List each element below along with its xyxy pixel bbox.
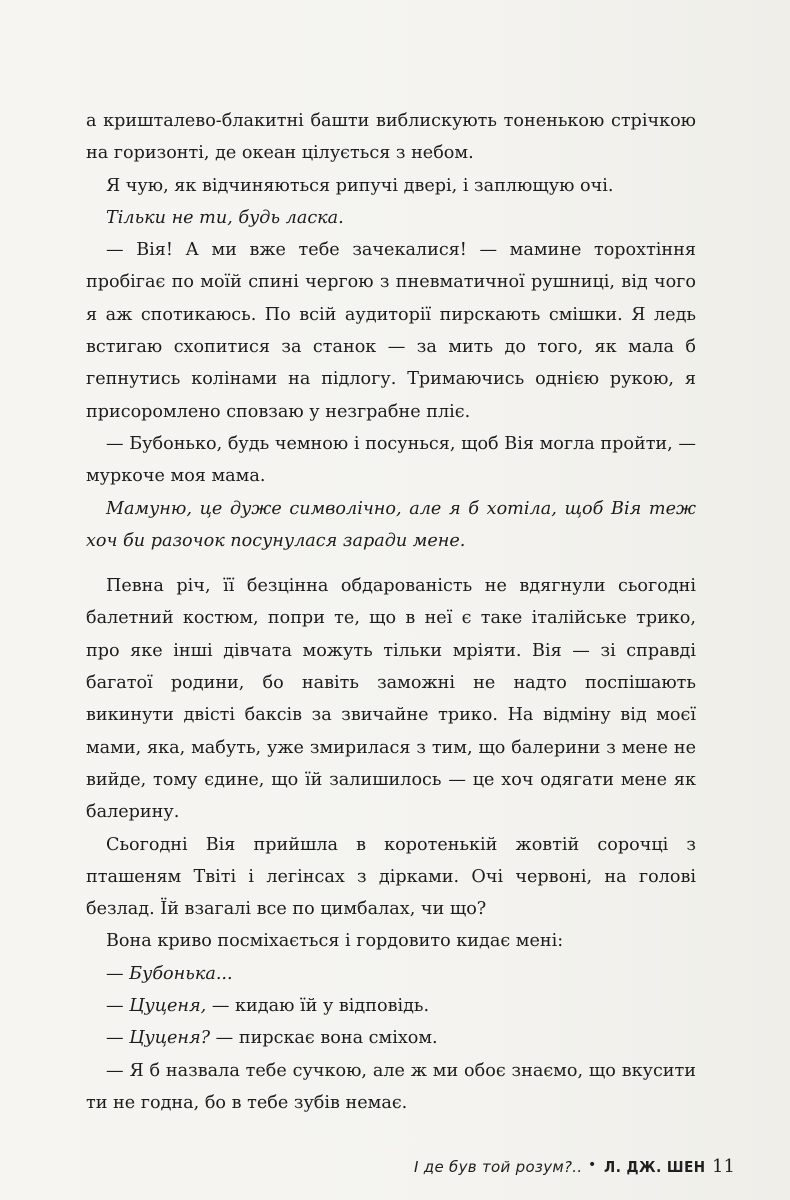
footer-book-title: І де був той розум?.. (414, 1158, 583, 1176)
paragraph-5: — Бубонько, будь чемною і посунься, щоб Вія могла пройти, — муркоче моя мама. (86, 433, 696, 487)
body-text (86, 105, 696, 1119)
dialogue-italic: — Цуценя? (106, 1028, 211, 1049)
page-footer (0, 1146, 790, 1186)
dialogue-rest: — пирскає вона сміхом. (210, 1028, 438, 1049)
paragraph-3: Тільки не ти, будь ласка. (106, 207, 344, 228)
paragraph-11 (86, 990, 696, 1022)
paragraph-7: Певна річ, її безцінна обдарованість не вдягнули сьогодні балетний костюм, попри те, що в неї є таке італійське трико, про яке інші дівчата можуть тільки мріяти. Вія — зі справді багатої родини, бо навіть заможні не надто поспішають викинути двісті баксів за звичайне трико. На відміну від моєї мами, яка, мабуть, уже змирилася з тим, що балерини з мене не вийде, тому єдине, що їй залишилось — це хоч одягати мене як балерину. (86, 576, 696, 823)
paragraph-9: Вона криво посміхається і гордовито кидає мені: (106, 931, 564, 952)
paragraph-8: Сьогодні Вія прийшла в коротенькій жовтій сорочці з пташеням Твіті і легінсах з дірками. Очі червоні, на голові безлад. Їй взагалі все по цимбалах, чи що? (86, 834, 696, 920)
footer-author: Л. ДЖ. ШЕН (604, 1158, 706, 1176)
dialogue-rest: — кидаю їй у відповідь. (206, 996, 430, 1017)
paragraph-12 (86, 1022, 696, 1054)
paragraph-1: а кришталево-блакитні башти виблискують тоненькою стрічкою на горизонті, де океан цілується з небом. (86, 111, 696, 164)
page-number: 11 (712, 1156, 735, 1177)
paragraph-2: Я чую, як відчиняються рипучі двері, і заплющую очі. (106, 175, 614, 196)
paragraph-6: Мамуню, це дуже символічно, але я б хотіла, щоб Вія теж хоч би разочок посунулася заради мене. (86, 498, 696, 551)
dialogue-italic: — Цуценя, (106, 996, 207, 1017)
footer-separator: • (588, 1157, 597, 1173)
paragraph-4: — Вія! А ми вже тебе зачекалися! — мамине торохтіння пробігає по моїй спині чергою з пневматичної рушниці, від чого я аж спотикаюсь. По всій аудиторії пирскають смішки. Я ледь встигаю схопитися за станок — за мить до того, як мала б гепнутись колінами на підлогу. Тримаючись однією рукою, я присоромлено сповзаю у незграбне пліє. (86, 240, 696, 422)
paragraph-13: — Я б назвала тебе сучкою, але ж ми обоє знаємо, що вкусити ти не годна, бо в тебе зубів немає. (86, 1060, 696, 1113)
paragraph-10: — Бубонька... (106, 963, 233, 984)
